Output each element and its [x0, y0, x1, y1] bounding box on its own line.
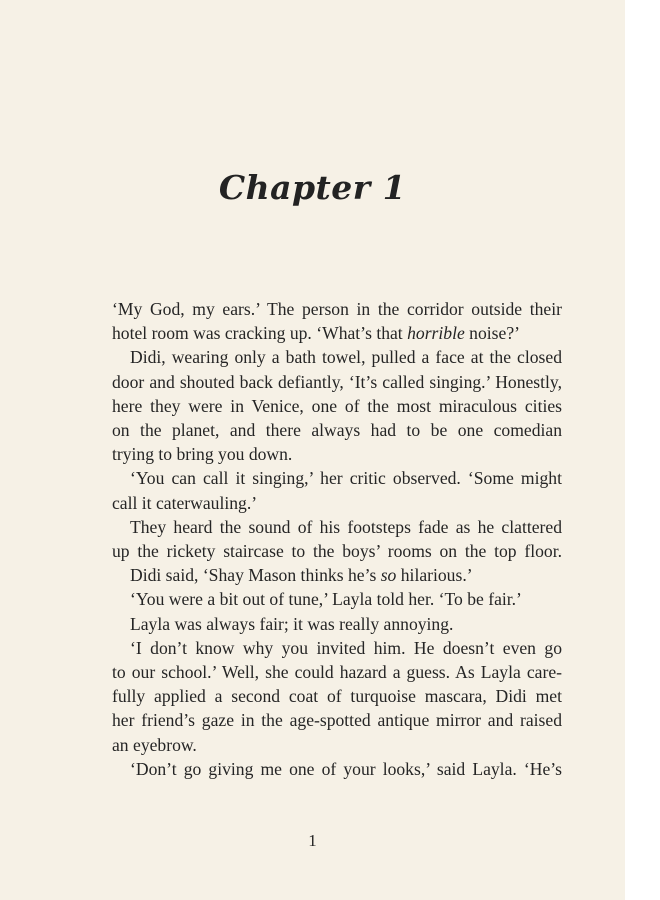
page-number: 1 [308, 831, 317, 850]
text-line: door and shouted back defiantly, ‘It’s called singing.’ Honestly, [112, 371, 562, 392]
chapter-title: Chapter 1 [218, 168, 407, 207]
text-line-segment: hotel room was cracking up. ‘What’s that [112, 323, 408, 344]
emphasis-text: horrible [407, 323, 465, 344]
text-line: ‘I don’t know why you invited him. He doesn’t even go [130, 637, 562, 658]
text-line: call it caterwauling.’ [112, 492, 258, 513]
text-line: up the rickety staircase to the boys’ rooms on the top floor. [112, 541, 562, 562]
text-line: Didi, wearing only a bath towel, pulled a face at the closed [130, 347, 562, 368]
text-line: ‘You were a bit out of tune,’ Layla told her. ‘To be fair.’ [130, 589, 522, 610]
text-line: fully applied a second coat of turquoise mascara, Didi met [112, 686, 562, 707]
text-line: ‘My God, my ears.’ The person in the corridor outside their [112, 299, 562, 319]
text-line: ‘Don’t go giving me one of your looks,’ said Layla. ‘He’s [130, 758, 562, 779]
text-line: They heard the sound of his footsteps fade as he clattered [130, 516, 562, 537]
text-line-segment: noise?’ [464, 323, 520, 344]
emphasis-text: so [380, 565, 397, 586]
text-line: on the planet, and there always had to be one comedian [112, 420, 562, 441]
text-line: trying to bring you down. [112, 444, 293, 465]
text-line: Layla was always fair; it was really annoying. [130, 613, 454, 634]
text-line: an eyebrow. [112, 734, 197, 755]
text-line [112, 321, 562, 345]
text-line: her friend’s gaze in the age-spotted antique mirror and raised [112, 710, 562, 731]
text-line-segment: hilarious.’ [396, 565, 473, 586]
body-text [112, 297, 562, 781]
text-line: here they were in Venice, one of the most miraculous cities [112, 395, 562, 416]
text-line-segment: Didi said, ‘Shay Mason thinks he’s [130, 565, 381, 586]
text-line: ‘You can call it singing,’ her critic observed. ‘Some might [130, 468, 562, 489]
text-line: to our school.’ Well, she could hazard a guess. As Layla care- [112, 662, 562, 683]
text-line [112, 563, 562, 587]
